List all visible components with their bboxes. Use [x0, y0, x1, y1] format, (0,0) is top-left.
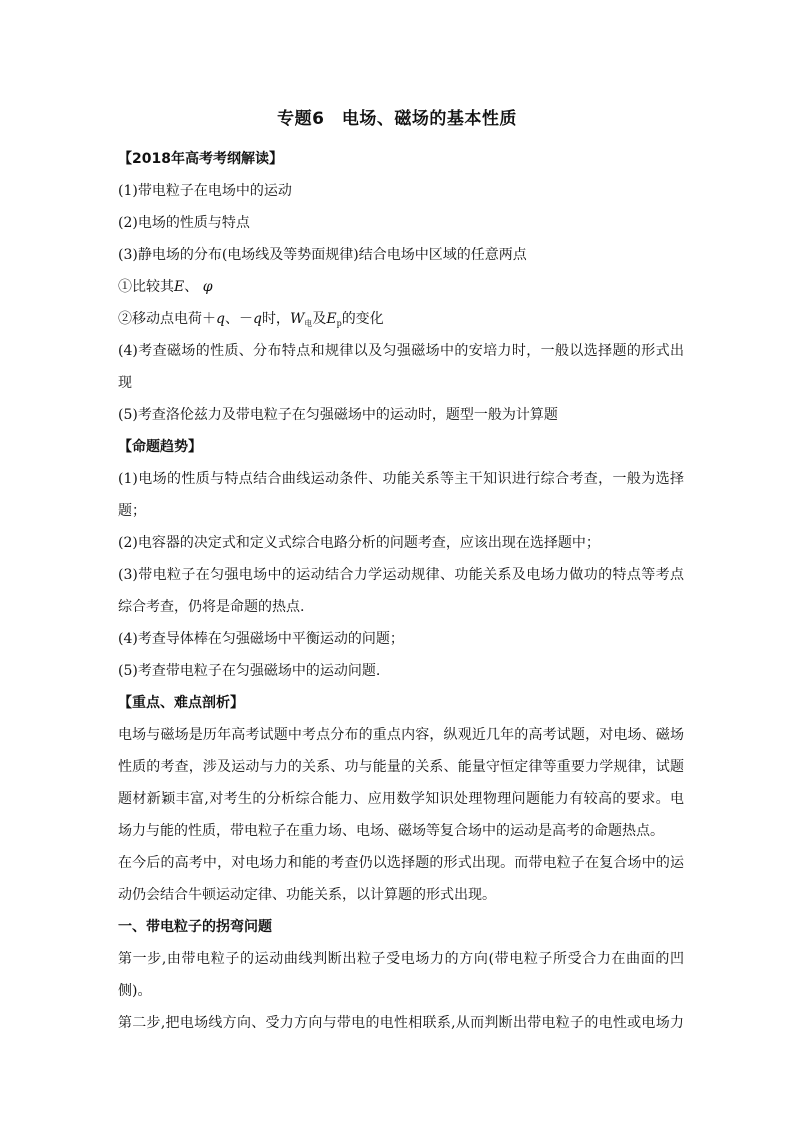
outline-item: (1)带电粒子在电场中的运动 [118, 183, 292, 199]
step-line: 第一步,由带电粒子的运动曲线判断出粒子受电场力的方向(带电粒子所受合力在曲面的凹 [118, 951, 684, 967]
step-line: 侧)。 [118, 983, 152, 999]
trend-line: (1)电场的性质与特点结合曲线运动条件、功能关系等主干知识进行综合考查，一般为选择 [118, 471, 684, 487]
trend-line: (5)考查带电粒子在匀强磁场中的运动问题. [118, 663, 381, 679]
trend-line: 综合考查，仍将是命题的热点. [118, 599, 305, 615]
document-title: 专题6 电场、磁场的基本性质 [277, 109, 517, 129]
paragraph-line: 题材新颖丰富,对考生的分析综合能力、应用数学知识处理物理问题能力有较高的要求。电 [118, 791, 684, 807]
outline-item-continued: 现 [118, 375, 132, 391]
section-heading-trends: 【命题趋势】 [118, 439, 202, 455]
paragraph-line: 场力与能的性质，带电粒子在重力场、电场、磁场等复合场中的运动是高考的命题热点。 [118, 823, 664, 839]
outline-item-compare: ①比较其E、 φ [118, 279, 213, 295]
trend-line: (2)电容器的决定式和定义式综合电路分析的问题考查，应该出现在选择题中； [118, 535, 600, 551]
trend-line: 题； [118, 503, 146, 519]
paragraph-line: 在今后的高考中，对电场力和能的考查仍以选择题的形式出现。而带电粒子在复合场中的运 [118, 855, 684, 871]
section-heading-exam-outline: 【2018年高考考纲解读】 [118, 151, 283, 167]
outline-item: (4)考查磁场的性质、分布特点和规律以及匀强磁场中的安培力时，一般以选择题的形式出 [118, 343, 684, 359]
outline-item: (3)静电场的分布(电场线及等势面规律)结合电场中区域的任意两点 [118, 247, 527, 263]
paragraph-line: 性质的考查，涉及运动与力的关系、功与能量的关系、能量守恒定律等重要力学规律，试题 [118, 759, 684, 775]
trend-line: (4)考查导体棒在匀强磁场中平衡运动的问题； [118, 631, 404, 647]
paragraph-line: 电场与磁场是历年高考试题中考点分布的重点内容，纵观近几年的高考试题，对电场、磁场 [118, 727, 684, 743]
paragraph-line: 动仍会结合牛顿运动定律、功能关系，以计算题的形式出现。 [118, 887, 496, 903]
section-heading-particle-deflection: 一、带电粒子的拐弯问题 [118, 919, 272, 935]
section-heading-key-points: 【重点、难点剖析】 [118, 695, 244, 711]
outline-item: (2)电场的性质与特点 [118, 215, 250, 231]
outline-item-move-charge: ②移动点电荷＋q、－q时，$W_电$及$E_p$的变化 [118, 311, 384, 328]
step-line: 第二步,把电场线方向、受力方向与带电的电性相联系,从而判断出带电粒子的电性或电场力 [118, 1015, 684, 1031]
trend-line: (3)带电粒子在匀强电场中的运动结合力学运动规律、功能关系及电场力做功的特点等考点 [118, 567, 684, 583]
outline-item: (5)考查洛伦兹力及带电粒子在匀强磁场中的运动时，题型一般为计算题 [118, 407, 558, 423]
